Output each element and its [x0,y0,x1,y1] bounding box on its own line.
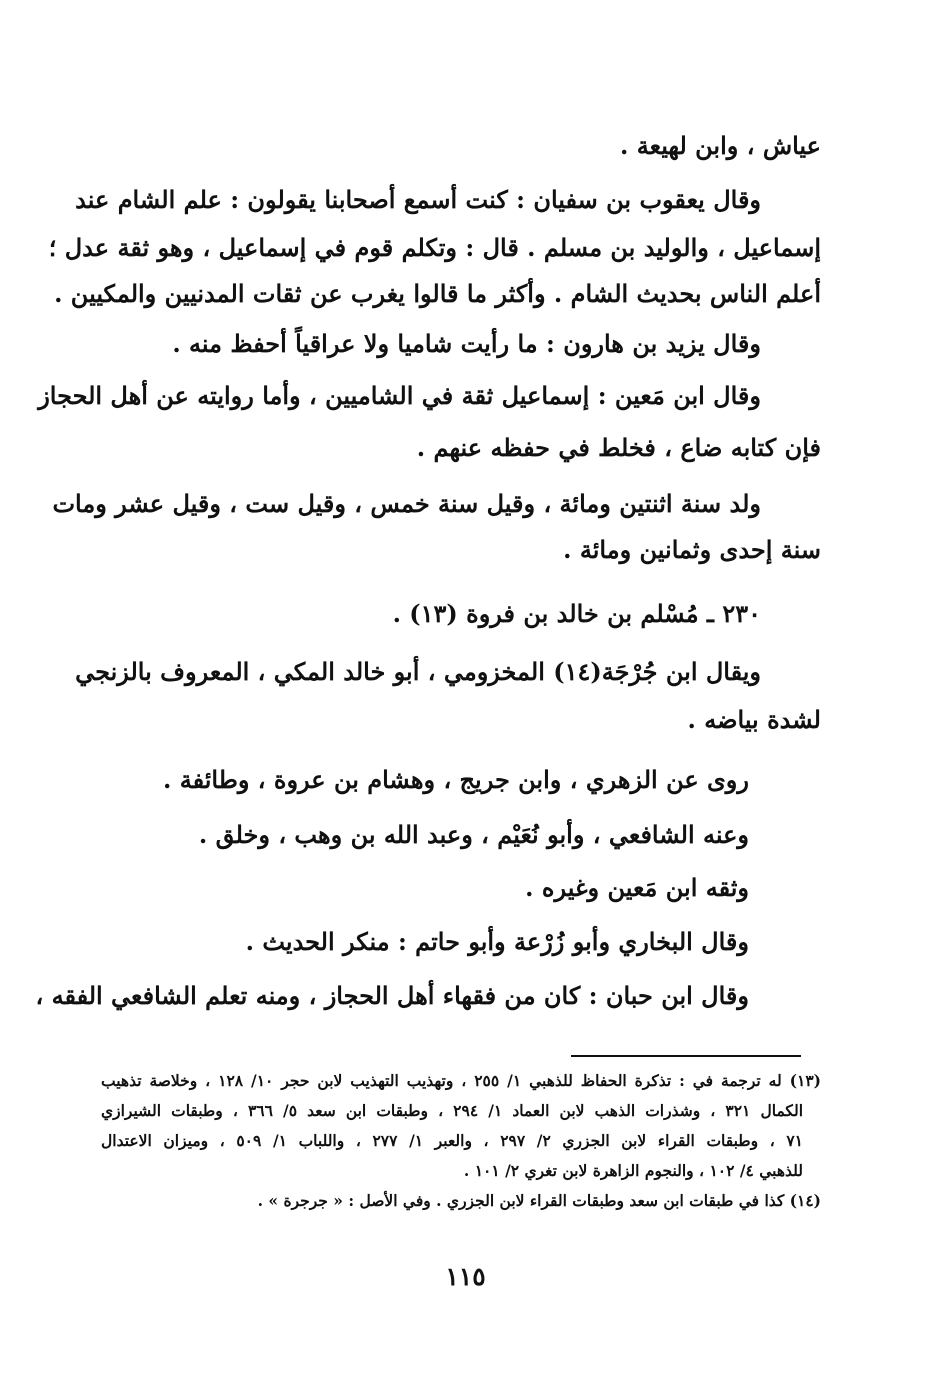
page-number: ١١٥ [445,1262,486,1291]
body-line-16: وقال البخاري وأبو زُرْعة وأبو حاتم : منكر الحديث . [245,927,749,956]
body-line-12: لشدة بياضه . [687,705,821,734]
footnote-13-line-3: ٧١ ، وطبقات القراء لابن الجزري ٢/ ٢٩٧ ، والعبر ١/ ٢٧٧ ، واللباب ١/ ٥٠٩ ، وميزان الاعتدال [101,1131,804,1150]
body-line-1: عياش ، وابن لهيعة . [620,131,821,160]
body-line-6: وقال ابن مَعين : إسماعيل ثقة في الشاميين ، وأما روايته عن أهل الحجاز [38,381,761,410]
body-line-3: إسماعيل ، والوليد بن مسلم . قال : وتكلم قوم في إسماعيل ، وهو ثقة عدل ؛ [48,233,821,262]
body-line-7: فإن كتابه ضاع ، فخلط في حفظه عنهم . [416,433,821,462]
footnote-separator [571,1055,801,1057]
footnote-13-line-1: (١٣) له ترجمة في : تذكرة الحفاظ للذهبي ١/ ٢٥٥ ، وتهذيب التهذيب لابن حجر ١٠/ ١٢٨ ، وخلاصة تذهيب [101,1071,821,1090]
body-line-4: أعلم الناس بحديث الشام . وأكثر ما قالوا يغرب عن ثقات المدنيين والمكيين . [54,279,821,308]
body-line-5: وقال يزيد بن هارون : ما رأيت شاميا ولا عراقياً أحفظ منه . [172,329,761,358]
body-line-14: وعنه الشافعي ، وأبو نُعَيْم ، وعبد الله بن وهب ، وخلق . [198,820,749,849]
footnote-14: (١٤) كذا في طبقات ابن سعد وطبقات القراء لابن الجزري . وفي الأصل : « جرجرة » . [257,1191,821,1210]
body-line-8: ولد سنة اثنتين ومائة ، وقيل سنة خمس ، وقيل ست ، وقيل عشر ومات [52,489,761,518]
footnote-13-line-4: للذهبي ٤/ ١٠٢ ، والنجوم الزاهرة لابن تغري ٢/ ١٠١ . [463,1161,803,1180]
body-line-2: وقال يعقوب بن سفيان : كنت أسمع أصحابنا يقولون : علم الشام عند [75,185,761,214]
body-line-15: وثقه ابن مَعين وغيره . [525,873,749,902]
body-line-9: سنة إحدى وثمانين ومائة . [563,535,821,564]
body-line-11: ويقال ابن جُرْجَة(١٤) المخزومي ، أبو خالد المكي ، المعروف بالزنجي [75,657,761,686]
body-line-17: وقال ابن حبان : كان من فقهاء أهل الحجاز ، ومنه تعلم الشافعي الفقه ، [35,981,749,1010]
footnote-13-line-2: الكمال ٣٢١ ، وشذرات الذهب لابن العماد ١/ ٢٩٤ ، وطبقات ابن سعد ٥/ ٣٦٦ ، وطبقات الشيرازي [101,1101,804,1120]
body-line-13: روى عن الزهري ، وابن جريج ، وهشام بن عروة ، وطائفة . [163,765,749,794]
entry-heading: ٢٣٠ ـ مُسْلم بن خالد بن فروة (١٣) . [392,599,761,628]
